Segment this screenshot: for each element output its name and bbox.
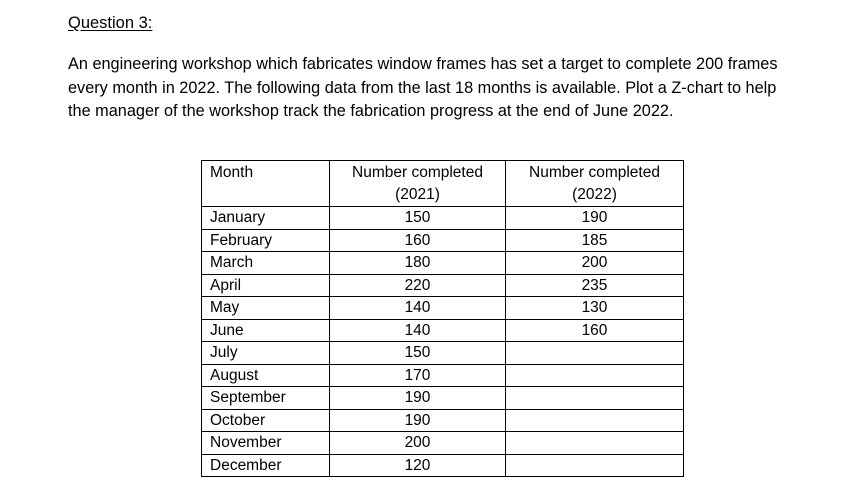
month-cell: January — [202, 207, 330, 230]
question-text-line: every month in 2022. The following data from the last 18 months is available. Plot a Z-chart to help — [68, 78, 777, 97]
month-cell: June — [202, 319, 330, 342]
count-2022-cell: 200 — [506, 252, 684, 275]
table-row — [202, 252, 684, 275]
month-cell: March — [202, 252, 330, 275]
table-row — [202, 274, 684, 297]
question-heading: Question 3: — [68, 14, 153, 32]
count-2022-cell: 235 — [506, 274, 684, 297]
count-2022-cell: 130 — [506, 297, 684, 320]
count-2022-cell — [506, 364, 684, 387]
month-cell: October — [202, 409, 330, 432]
count-2021-cell: 140 — [330, 319, 506, 342]
table-row — [202, 342, 684, 365]
count-2022-cell: 185 — [506, 229, 684, 252]
count-2021-cell: 190 — [330, 409, 506, 432]
month-cell: August — [202, 364, 330, 387]
count-2021-column-header: Number completed (2021) — [330, 161, 506, 207]
month-cell: November — [202, 432, 330, 455]
month-cell: September — [202, 387, 330, 410]
table-header-row — [202, 161, 684, 207]
count-2021-cell: 140 — [330, 297, 506, 320]
table-row — [202, 454, 684, 477]
month-cell: April — [202, 274, 330, 297]
count-2022-cell — [506, 387, 684, 410]
count-2021-cell: 120 — [330, 454, 506, 477]
table-row — [202, 297, 684, 320]
count-2021-cell: 150 — [330, 342, 506, 365]
count-2021-cell: 170 — [330, 364, 506, 387]
count-2021-cell: 200 — [330, 432, 506, 455]
month-cell: May — [202, 297, 330, 320]
count-2022-cell — [506, 432, 684, 455]
table-row — [202, 229, 684, 252]
table-row — [202, 432, 684, 455]
question-text — [68, 53, 828, 124]
month-cell: December — [202, 454, 330, 477]
count-2021-cell: 190 — [330, 387, 506, 410]
count-2021-cell: 180 — [330, 252, 506, 275]
count-2022-column-header: Number completed (2022) — [506, 161, 684, 207]
production-data-table — [201, 160, 684, 477]
count-2022-cell: 190 — [506, 207, 684, 230]
table-row — [202, 364, 684, 387]
table-row — [202, 387, 684, 410]
count-2021-cell: 150 — [330, 207, 506, 230]
count-2022-cell — [506, 454, 684, 477]
count-2022-cell: 160 — [506, 319, 684, 342]
month-column-header: Month — [202, 161, 330, 207]
count-2021-cell: 220 — [330, 274, 506, 297]
count-2021-cell: 160 — [330, 229, 506, 252]
table-row — [202, 319, 684, 342]
table-row — [202, 409, 684, 432]
month-cell: February — [202, 229, 330, 252]
count-2022-cell — [506, 409, 684, 432]
question-text-line: An engineering workshop which fabricates window frames has set a target to complete 200 frames — [68, 55, 778, 73]
table-body — [202, 207, 684, 477]
question-text-line: the manager of the workshop track the fabrication progress at the end of June 2022. — [68, 102, 674, 120]
table-row — [202, 207, 684, 230]
count-2022-cell — [506, 342, 684, 365]
month-cell: July — [202, 342, 330, 365]
